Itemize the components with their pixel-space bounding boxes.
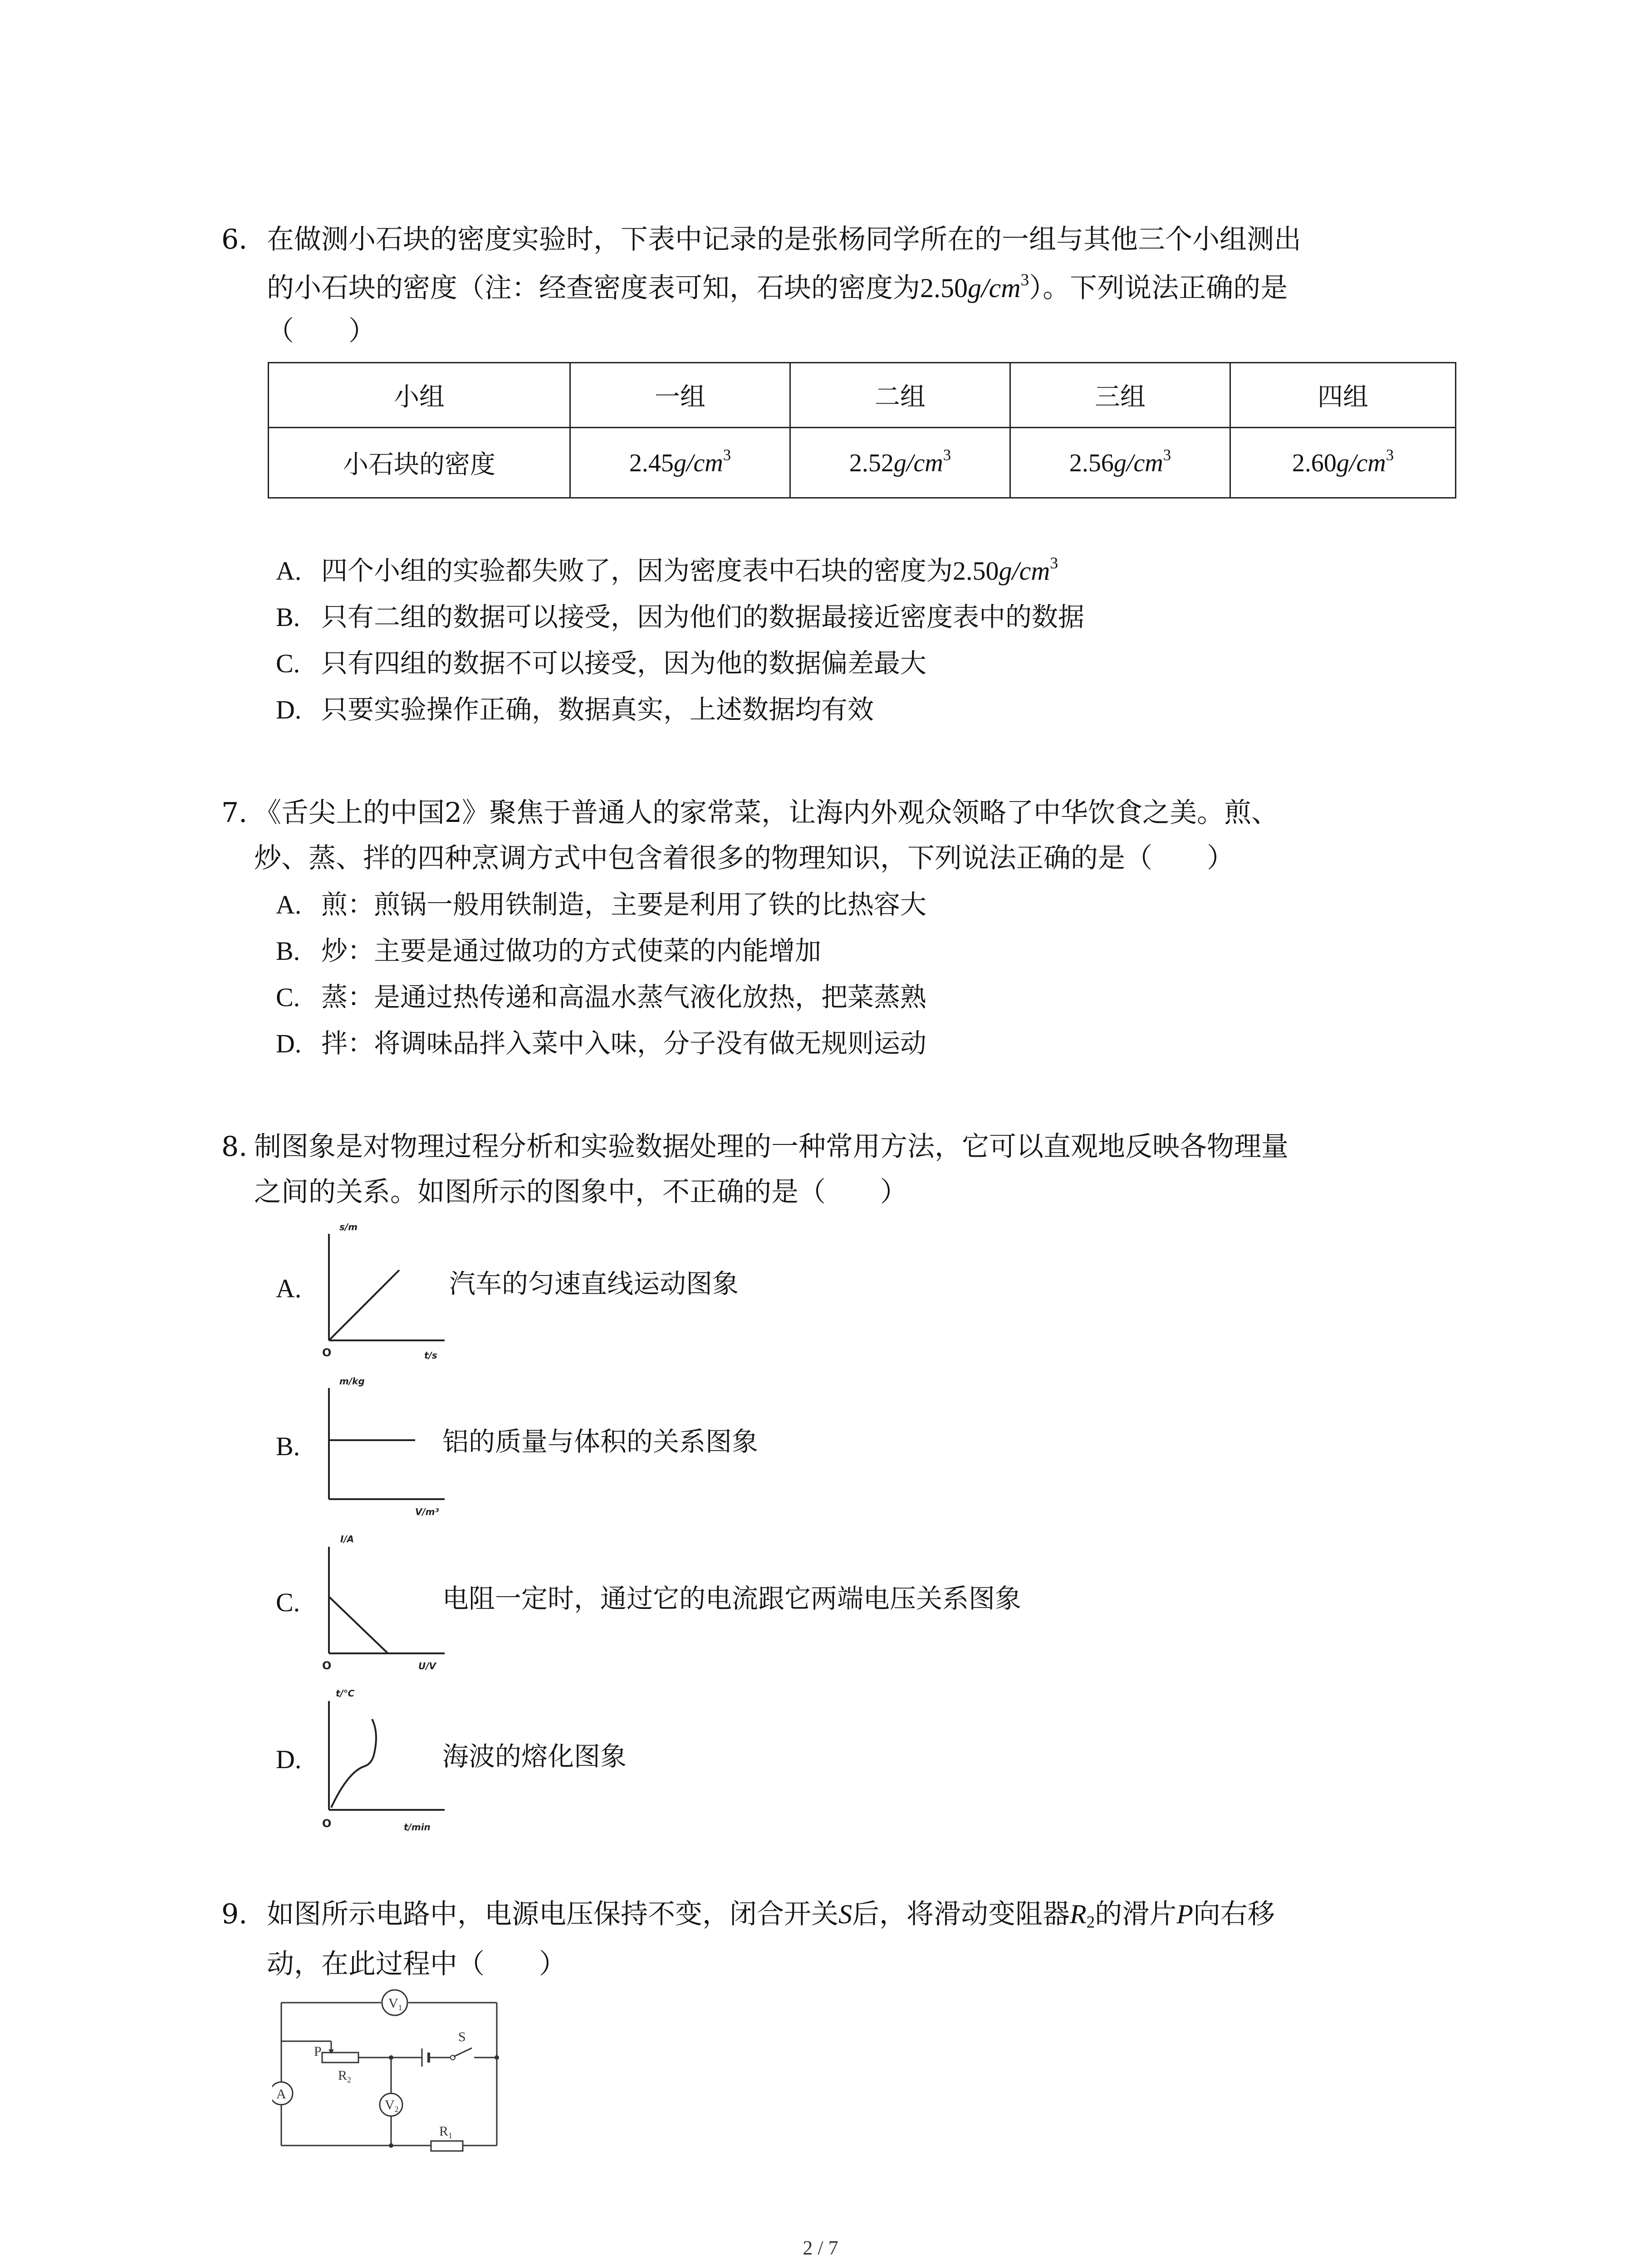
q6-option-a[interactable] [276, 552, 1058, 589]
q6-density-value: 2.50 [920, 273, 968, 303]
table-header-cell: 三组 [1010, 363, 1230, 428]
graph-d-ylabel: t/℃ [336, 1688, 355, 1699]
option-letter: B. [276, 1432, 300, 1461]
q9-number: 9. [221, 1898, 248, 1930]
q7-line1: 《舌尖上的中国2》聚焦于普通人的家常菜，让海内外观众领略了中华饮食之美。煎、 [254, 797, 1279, 829]
q8-option-b-text: 铝的质量与体积的关系图象 [442, 1426, 759, 1457]
option-letter: C. [276, 1588, 300, 1617]
graph-b [313, 1374, 458, 1524]
graph-a [313, 1220, 458, 1365]
q9-line2: 动，在此过程中（ ） [267, 1948, 566, 1980]
junction [495, 2055, 499, 2060]
q9-p-symbol: P [1176, 1899, 1193, 1929]
cell-exp: 3 [723, 446, 731, 464]
table-cell [1230, 428, 1456, 498]
q6-density-exp: 3 [1020, 270, 1029, 289]
cell-value: 2.45 [629, 449, 674, 477]
graph-b-ylabel: m/kg [339, 1376, 365, 1387]
table-header-cell: 二组 [790, 363, 1010, 428]
graph-a-origin: O [322, 1346, 332, 1359]
line-series [329, 1597, 388, 1653]
q9-r-sub: 2 [1086, 1913, 1095, 1932]
option-text: 只要实验操作正确，数据真实，上述数据均有效 [321, 694, 874, 725]
q9-text-c: 的滑片 [1095, 1898, 1177, 1930]
cell-exp: 3 [1386, 446, 1394, 464]
v1-label: $V_1$ [388, 1996, 402, 2012]
option-letter: B. [276, 602, 300, 632]
density-table [268, 362, 1456, 499]
q7-option-b[interactable] [276, 933, 821, 969]
q8-number: 8. [221, 1131, 248, 1163]
q7-option-c[interactable] [276, 979, 926, 1016]
graph-d [313, 1683, 458, 1837]
option-exp: 3 [1050, 553, 1058, 572]
graph-d-origin: O [322, 1817, 332, 1830]
v2-label: $V_2$ [385, 2097, 399, 2114]
q8-option-a-text: 汽车的匀速直线运动图象 [449, 1268, 739, 1299]
q6-answer-bracket: （ ） [267, 315, 376, 347]
cell-value: 2.52 [849, 449, 894, 477]
q6-line1: 在做测小石块的密度实验时，下表中记录的是张杨同学所在的一组与其他三个小组测出 [267, 224, 1301, 255]
table-header-row [269, 363, 1456, 428]
table-header-cell: 小组 [269, 363, 570, 428]
option-text: 四个小组的实验都失败了，因为密度表中石块的密度为 [321, 555, 953, 586]
q7-option-a[interactable] [276, 886, 926, 923]
q6-line2 [267, 270, 1288, 306]
table-row-label: 小石块的密度 [269, 428, 570, 498]
r1-label: $R_1$ [439, 2124, 453, 2140]
q9-line1 [267, 1896, 1275, 1932]
graph-a-ylabel: s/m [339, 1222, 358, 1232]
cell-unit: g/cm [1113, 449, 1163, 477]
q7-number: 7. [221, 797, 248, 829]
table-header-cell: 四组 [1230, 363, 1456, 428]
table-header-cell: 一组 [570, 363, 790, 428]
option-text: 煎：煎锅一般用铁制造，主要是利用了铁的比热容大 [321, 889, 927, 920]
graph-c-xlabel: U/V [418, 1661, 436, 1672]
graph-d-xlabel: t/min [404, 1822, 431, 1833]
option-letter: C. [276, 982, 300, 1012]
option-letter: D. [276, 1029, 302, 1058]
cell-exp: 3 [943, 446, 951, 464]
table-cell [570, 428, 790, 498]
option-letter: A. [276, 890, 302, 919]
q6-line2-text: 的小石块的密度（注：经查密度表可知，石块的密度为 [267, 272, 920, 304]
q9-switch-symbol: S [838, 1899, 852, 1929]
option-letter: B. [276, 936, 300, 966]
q9-r-symbol: R [1070, 1899, 1087, 1929]
q7-line2: 炒、蒸、拌的四种烹调方式中包含着很多的物理知识，下列说法正确的是（ ） [254, 842, 1234, 874]
option-text: 只有四组的数据不可以接受，因为他的数据偏差最大 [321, 648, 927, 679]
q8-option-d-text: 海波的熔化图象 [442, 1741, 627, 1772]
option-value: 2.50 [953, 556, 999, 586]
q6-option-d[interactable] [276, 691, 874, 728]
junction [389, 2143, 393, 2148]
switch-label: S [458, 2029, 466, 2044]
option-text: 蒸：是通过热传递和高温水蒸气液化放热，把菜蒸熟 [321, 982, 927, 1012]
cell-value: 2.60 [1292, 449, 1337, 477]
option-unit: g/cm [999, 556, 1050, 586]
q6-line2-end: ）。下列说法正确的是 [1029, 272, 1288, 304]
page-number: 2 / 7 [803, 2237, 838, 2259]
option-letter: A. [276, 1274, 302, 1303]
option-letter: D. [276, 1745, 302, 1774]
ammeter-label: A [276, 2087, 286, 2102]
graph-b-xlabel: V/m³ [415, 1506, 439, 1517]
q8-option-c-text: 电阻一定时，通过它的电流跟它两端电压关系图象 [442, 1583, 1022, 1614]
q9-text-d: 向右移 [1193, 1898, 1275, 1930]
q8-line1: 制图象是对物理过程分析和实验数据处理的一种常用方法，它可以直观地反映各物理量 [254, 1131, 1288, 1163]
cell-exp: 3 [1163, 446, 1171, 464]
cell-value: 2.56 [1069, 449, 1114, 477]
option-text: 拌：将调味品拌入菜中入味，分子没有做无规则运动 [321, 1028, 927, 1059]
r2-label: $R_2$ [338, 2068, 352, 2084]
resistor-r1-icon [431, 2141, 463, 2151]
q7-option-d[interactable] [276, 1025, 926, 1062]
option-letter: D. [276, 695, 302, 724]
option-letter: A. [276, 556, 302, 586]
q6-option-c[interactable] [276, 645, 926, 682]
cell-unit: g/cm [893, 449, 943, 477]
q8-line2: 之间的关系。如图所示的图象中，不正确的是（ ） [254, 1176, 907, 1208]
q6-option-b[interactable] [276, 599, 1084, 635]
curve-series [331, 1719, 376, 1808]
option-text: 只有二组的数据可以接受，因为他们的数据最接近密度表中的数据 [321, 601, 1085, 632]
option-text: 炒：主要是通过做功的方式使菜的内能增加 [321, 935, 822, 966]
line-series [329, 1270, 399, 1340]
graph-a-xlabel: t/s [424, 1350, 437, 1361]
switch-icon [454, 2048, 472, 2057]
q6-density-unit: g/cm [968, 273, 1021, 303]
table-cell [1010, 428, 1230, 498]
q9-text-b: 后，将滑动变阻器 [852, 1898, 1070, 1930]
rheostat-r2-icon [322, 2053, 358, 2063]
table-row [269, 428, 1456, 498]
graph-c-ylabel: I/A [340, 1534, 354, 1545]
cell-unit: g/cm [673, 449, 723, 477]
table-cell [790, 428, 1010, 498]
graph-c-origin: O [322, 1659, 332, 1672]
q9-text-a: 如图所示电路中，电源电压保持不变，闭合开关 [267, 1898, 838, 1930]
option-letter: C. [276, 649, 300, 678]
cell-unit: g/cm [1336, 449, 1386, 477]
slider-p-label: P [314, 2044, 322, 2059]
graph-c [313, 1529, 458, 1678]
circuit-diagram [272, 1978, 508, 2155]
q6-number: 6. [221, 224, 248, 255]
